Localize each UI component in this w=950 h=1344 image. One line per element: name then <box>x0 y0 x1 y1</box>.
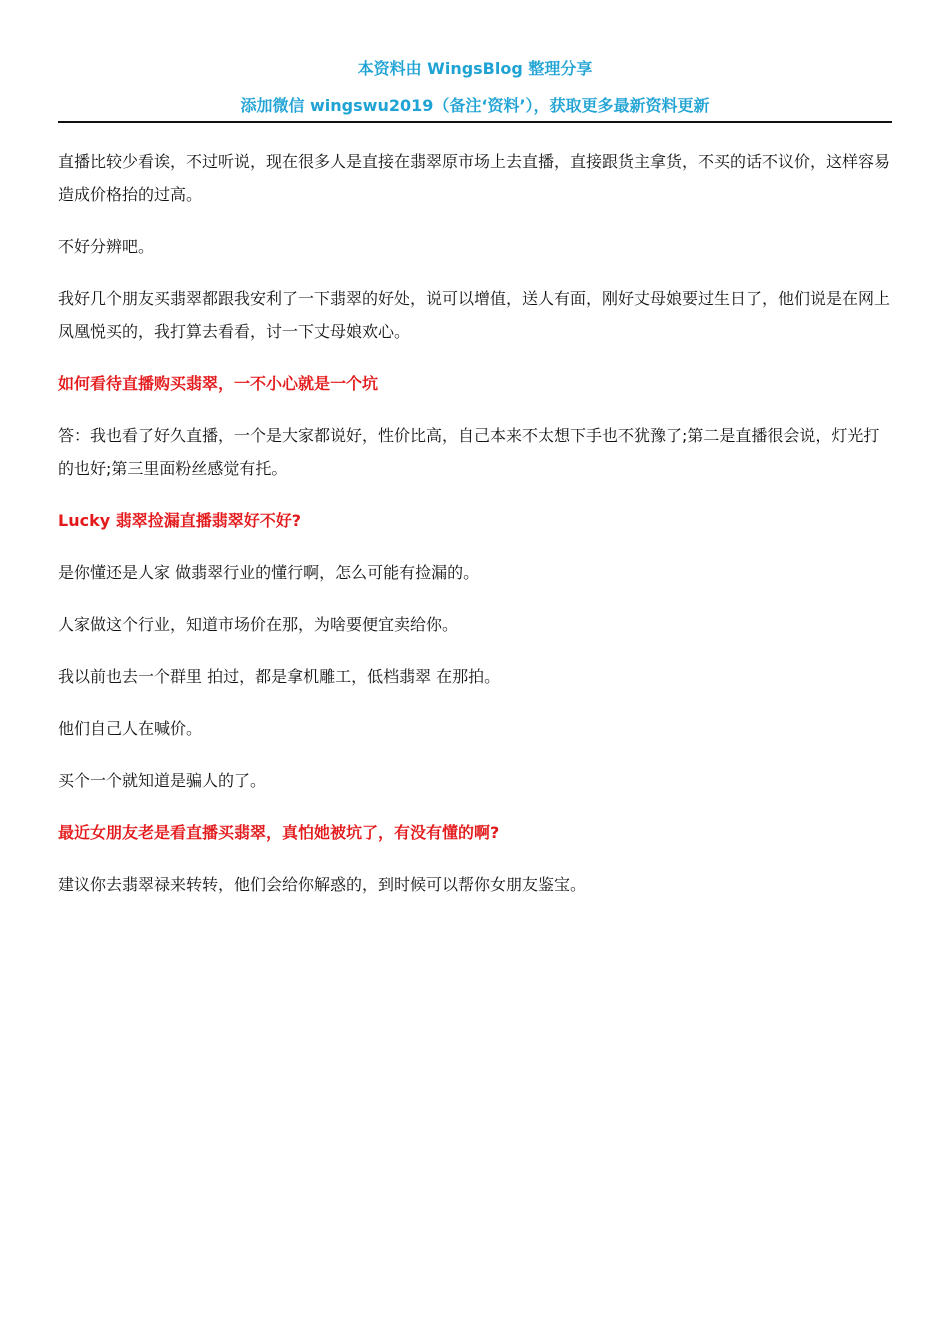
page-header <box>58 0 892 123</box>
paragraph: 是你懂还是人家 做翡翠行业的懂行啊，怎么可能有捡漏的。 <box>58 563 480 582</box>
paragraph: 买个一个就知道是骗人的了。 <box>58 771 267 790</box>
paragraph: 直播比较少看诶，不过听说，现在很多人是直接在翡翠原市场上去直播，直接跟货主拿货，不买的话不议价，这样容易造成价格抬的过高。 <box>58 152 891 204</box>
header-wechat-line: 添加微信 wingswu2019（备注‘资料’），获取更多最新资料更新 <box>240 96 710 115</box>
paragraph: 他们自己人在喊价。 <box>58 719 203 738</box>
section-heading: 如何看待直播购买翡翠，一不小心就是一个坑 <box>58 374 379 393</box>
article-body <box>58 123 892 901</box>
paragraph: 我好几个朋友买翡翠都跟我安利了一下翡翠的好处，说可以增值，送人有面，刚好丈母娘要过生日了，他们说是在网上凤凰悦买的，我打算去看看，讨一下丈母娘欢心。 <box>58 289 891 341</box>
section-heading: 最近女朋友老是看直播买翡翠，真怕她被坑了，有没有懂的啊? <box>58 823 500 842</box>
paragraph: 我以前也去一个群里 拍过，都是拿机雕工，低档翡翠 在那拍。 <box>58 667 501 686</box>
header-source-line: 本资料由 WingsBlog 整理分享 <box>357 59 593 78</box>
paragraph: 建议你去翡翠禄来转转，他们会给你解惑的，到时候可以帮你女朋友鉴宝。 <box>58 875 587 894</box>
paragraph: 人家做这个行业，知道市场价在那，为啥要便宜卖给你。 <box>58 615 459 634</box>
paragraph: 答：我也看了好久直播，一个是大家都说好，性价比高，自己本来不太想下手也不犹豫了;第二是直播很会说，灯光打的也好;第三里面粉丝感觉有托。 <box>58 426 880 478</box>
section-heading: Lucky 翡翠捡漏直播翡翠好不好? <box>58 511 301 530</box>
paragraph: 不好分辨吧。 <box>58 237 155 256</box>
